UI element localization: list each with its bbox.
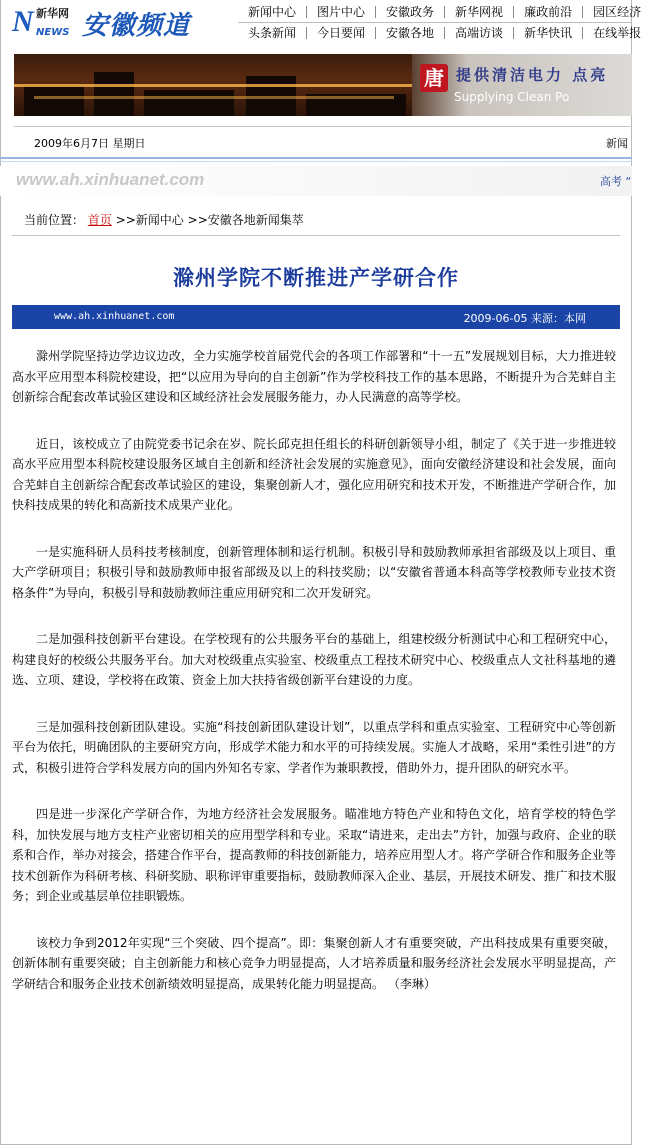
nav-item[interactable]: 廉政前沿 xyxy=(513,6,582,18)
divider xyxy=(12,235,620,236)
article-paragraph: 二是加强科技创新平台建设。在学校现有的公共服务平台的基础上，组建校级分析测试中心和工程研究中心，构建良好的校级公共服务平台。加大对校级重点实验室、校级重点工程技术研究中心、校级重点人文社科基地的遴选、立项、建设，学校将在政策、资金上加大扶持省级创新平台建设的力度。 xyxy=(12,632,616,687)
breadcrumb xyxy=(24,211,304,228)
xinhua-logo xyxy=(12,3,82,43)
breadcrumb-link[interactable]: 新闻中心 xyxy=(135,213,184,227)
logo-letter: N xyxy=(12,5,34,38)
divider xyxy=(14,126,632,127)
breadcrumb-separator: >> xyxy=(115,213,136,227)
site-url: www.ah.xinhuanet.com xyxy=(16,170,205,189)
banner-ad[interactable] xyxy=(14,54,632,116)
banner-cityscape xyxy=(14,54,414,116)
url-bar xyxy=(0,166,632,196)
article-title: 滁州学院不断推进产学研合作 xyxy=(173,266,459,290)
date-right-link[interactable]: 新闻 xyxy=(606,137,628,150)
nav-row-2 xyxy=(238,23,642,43)
divider xyxy=(0,157,632,159)
article-site: www.ah.xinhuanet.com xyxy=(54,311,175,322)
site-logo[interactable] xyxy=(12,3,222,43)
article-paragraph: 近日，该校成立了由院党委书记余在岁、院长邱克担任组长的科研创新领导小组，制定了《关于进一步推进较高水平应用型本科院校建设服务区域自主创新和经济社会发展的实施意见》，面向安徽经济建设和社会发展，面向合芜蚌自主创新综合配套改革试验区的建设，集聚创新人才，强化应用研究和技术开发，不断推进产学研合作，加快科技成果的转化和高新技术成果产业化。 xyxy=(12,436,616,512)
breadcrumb-separator: >> xyxy=(187,213,208,227)
breadcrumb-label: 当前位置： xyxy=(24,213,85,227)
article-date-source: 2009-06-05 来源：本网 xyxy=(463,312,586,325)
channel-title: 安徽频道 xyxy=(82,11,191,41)
article-paragraph: 三是加强科技创新团队建设。实施“科技创新团队建设计划”，以重点学科和重点实验室、工程研究中心等创新平台为依托，明确团队的主要研究方向，形成学术能力和水平的可持续发展。实施人才战略，采用“柔性引进”的方式，积极引进符合学科发展方向的国内外知名专家、学者作为兼职教授，借助外力，提升团队的研究水平。 xyxy=(12,719,616,775)
banner-brand xyxy=(412,54,632,116)
nav-item[interactable]: 新闻中心 xyxy=(248,5,297,19)
current-date: 2009年6月7日 星期日 xyxy=(34,137,146,150)
nav-item[interactable]: 头条新闻 xyxy=(248,26,297,40)
datang-logo-icon: 唐 xyxy=(420,64,448,92)
nav-item[interactable]: 今日要闻 xyxy=(306,27,375,39)
nav-item[interactable]: 安徽政务 xyxy=(375,6,444,18)
nav-item[interactable]: 在线举报 xyxy=(582,27,651,39)
nav-item[interactable]: 新华网视 xyxy=(444,6,513,18)
banner-slogan: 提供清洁电力 点亮 xyxy=(456,66,609,84)
nav-item[interactable]: 新华快讯 xyxy=(513,27,582,39)
article-paragraph: 一是实施科研人员科技考核制度，创新管理体制和运行机制。积极引导和鼓励教师承担省部级及以上项目、重大产学研项目；积极引导和鼓励教师申报省部级及以上的科技奖励；以“安徽省普通本科高等学校教师专业技术资格条件”为导向，积极引导和鼓励教师注重应用研究和二次开发研究。 xyxy=(12,544,616,600)
ticker-link[interactable]: 高考 “ xyxy=(600,175,632,188)
article-paragraph: 该校力争到2012年实现“三个突破、四个提高”。即：集聚创新人才有重要突破，产出科技成果有重要突破，创新体制有重要突破；自主创新能力和核心竞争力明显提高，人才培养质量和服务经济社会发展水平明显提高，产学研结合和服务企业技术创新绩效明显提高，成果转化能力明显提高。 （李琳） xyxy=(12,935,616,991)
top-nav xyxy=(238,2,642,43)
nav-item[interactable]: 园区经济 xyxy=(582,6,651,18)
article-paragraph: 滁州学院坚持边学边议边改，全力实施学校首届党代会的各项工作部署和“十一五”发展规划目标，大力推进较高水平应用型本科院校建设，把“以应用为导向的自主创新”作为学校科技工作的基本思路，不断提升为合芜蚌自主创新综合配套改革试验区建设和区域经济社会发展服务能力，办人民满意的高等学校。 xyxy=(12,349,616,404)
logo-cn: 新华网 xyxy=(36,7,69,20)
article-body xyxy=(12,346,616,1020)
banner-slogan-en: Supplying Clean Po xyxy=(454,90,570,104)
nav-item[interactable]: 图片中心 xyxy=(306,6,375,18)
nav-item[interactable]: 高端访谈 xyxy=(444,27,513,39)
breadcrumb-home-link[interactable]: 首页 xyxy=(87,213,112,227)
nav-row-1 xyxy=(238,2,642,22)
divider xyxy=(0,161,632,162)
article-meta-bar xyxy=(12,305,620,329)
breadcrumb-link[interactable]: 安徽各地新闻集萃 xyxy=(207,213,304,227)
logo-en: NEWS xyxy=(36,27,70,38)
article-paragraph: 四是进一步深化产学研合作，为地方经济社会发展服务。瞄准地方特色产业和特色文化，培育学校的特色学科，加快发展与地方支柱产业密切相关的应用型学科和专业。采取“请进来，走出去”方针，加强与政府、企业的联系和合作，举办对接会，搭建合作平台，提高教师的科技创新能力，培养应用型人才。将产学研合作和服务企业等技术创新作为科研考核、科研奖励、职称评审重要指标，鼓励教师深入企业、基层，开展技术研发、推广和技术服务；到企业或基层单位挂职锻炼。 xyxy=(12,807,616,903)
nav-item[interactable]: 安徽各地 xyxy=(375,27,444,39)
